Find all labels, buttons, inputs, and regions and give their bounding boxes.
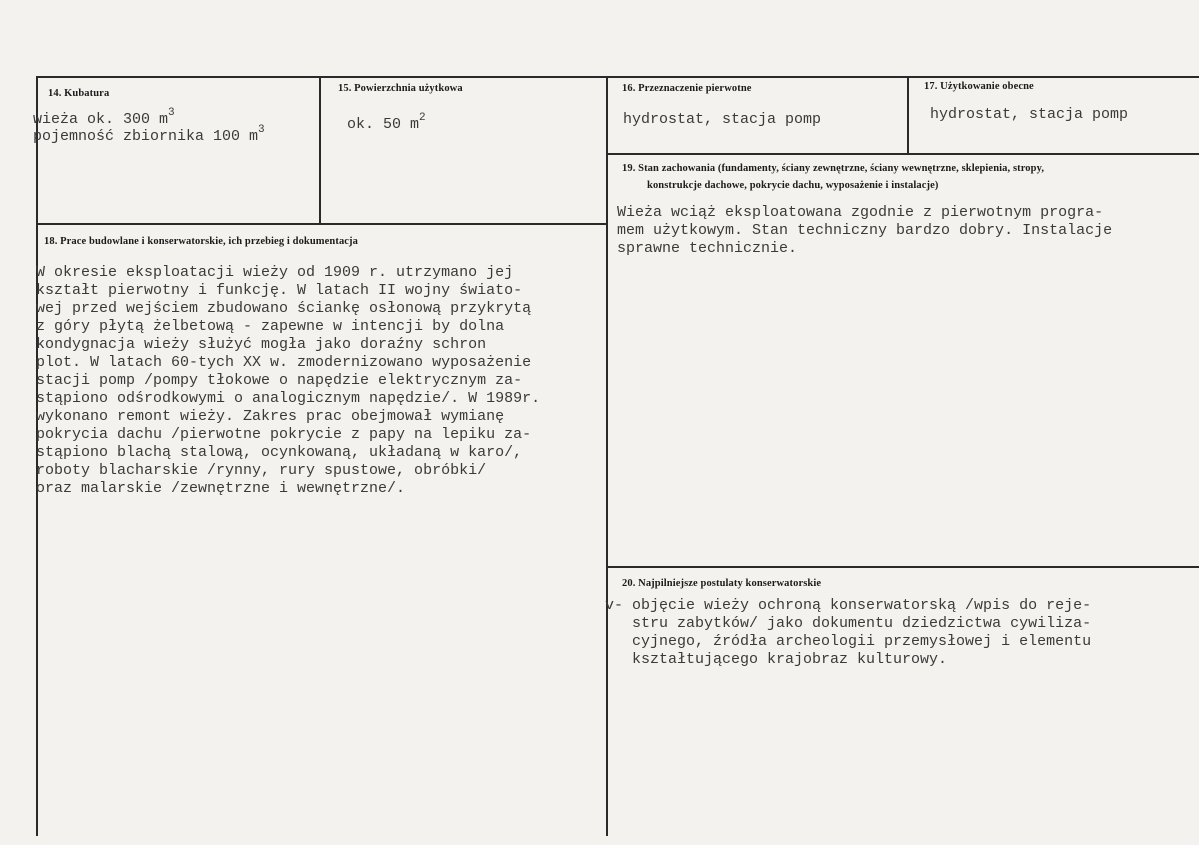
divider-row-19-20 <box>606 566 1199 568</box>
field-15-value-sup: 2 <box>419 112 426 124</box>
field-19-label-line1: 19. Stan zachowania (fundamenty, ściany zewnętrzne, ściany wewnętrzne, sklepienia, stropy, <box>622 163 1045 174</box>
field-18-line: z góry płytą żelbetową - zapewne w intencji by dolna <box>36 318 505 335</box>
field-15-value <box>347 112 426 135</box>
field-17-label: 17. Użytkowanie obecne <box>924 81 1034 92</box>
field-15-value-text: ok. 50 m <box>347 116 420 133</box>
field-18-line: roboty blacharskie /rynny, rury spustowe, obróbki/ <box>36 462 487 479</box>
field-18-line: stacji pomp /pompy tłokowe o napędzie elektrycznym za- <box>36 372 523 389</box>
field-17-value: hydrostat, stacja pomp <box>930 106 1129 123</box>
field-18-label: 18. Prace budowlane i konserwatorskie, ich przebieg i dokumentacja <box>44 236 359 247</box>
field-14-label: 14. Kubatura <box>48 88 110 99</box>
field-18-line: wykonano remont wieży. Zakres prac obejmował wymianę <box>36 408 505 425</box>
field-15-label: 15. Powierzchnia użytkowa <box>338 83 463 94</box>
field-20-line: v- objęcie wieży ochroną konserwatorską /wpis do reje- <box>605 597 1092 614</box>
field-20-line: cyjnego, źródła archeologii przemysłowej i elementu <box>605 633 1092 650</box>
field-19-line: Wieża wciąż eksploatowana zgodnie z pierwotnym progra- <box>617 204 1104 221</box>
field-18-line: kształt pierwotny i funkcję. W latach II wojny świato- <box>36 282 523 299</box>
field-14-line2-sup: 3 <box>258 124 265 136</box>
top-border <box>36 76 1199 78</box>
divider-row-16-19 <box>606 153 1199 155</box>
field-18-line: stąpiono odśrodkowymi o analogicznym napędzie/. W 1989r. <box>36 390 541 407</box>
field-18-line: wej przed wejściem zbudowano ściankę osłonową przykrytą <box>36 300 532 317</box>
field-14-line2-text: pojemność zbiornika 100 m <box>33 128 259 145</box>
field-20-line: stru zabytków/ jako dokumentu dziedzictwa cywiliza- <box>605 615 1092 632</box>
field-18-line: kondygnacja wieży służyć mogła jako doraźny schron <box>36 336 487 353</box>
divider-14-15 <box>319 76 321 224</box>
field-14-line2 <box>33 124 265 147</box>
field-18-line: stąpiono blachą stalową, ocynkowaną, układaną w karo/, <box>36 444 523 461</box>
field-19-line: sprawne technicznie. <box>617 240 798 257</box>
divider-16-17 <box>907 76 909 154</box>
field-14-line1-text: wieża ok. 300 m <box>33 111 169 128</box>
field-14-line1-sup: 3 <box>168 107 175 119</box>
field-16-label: 16. Przeznaczenie pierwotne <box>622 83 752 94</box>
field-20-label: 20. Najpilniejsze postulaty konserwatorskie <box>622 578 822 589</box>
divider-center <box>606 76 608 836</box>
field-18-line: plot. W latach 60-tych XX w. zmodernizowano wyposażenie <box>36 354 532 371</box>
field-18-line: pokrycia dachu /pierwotne pokrycie z papy na lepiku za- <box>36 426 532 443</box>
field-18-line: oraz malarskie /zewnętrzne i wewnętrzne/. <box>36 480 406 497</box>
field-20-line: kształtującego krajobraz kulturowy. <box>605 651 948 668</box>
divider-row-14-18 <box>36 223 608 225</box>
field-16-value: hydrostat, stacja pomp <box>623 111 822 128</box>
field-19-label-line2: konstrukcje dachowe, pokrycie dachu, wyposażenie i instalacje) <box>647 180 939 191</box>
field-18-line: W okresie eksploatacji wieży od 1909 r. utrzymano jej <box>36 264 514 281</box>
field-19-line: mem użytkowym. Stan techniczny bardzo dobry. Instalacje <box>617 222 1113 239</box>
